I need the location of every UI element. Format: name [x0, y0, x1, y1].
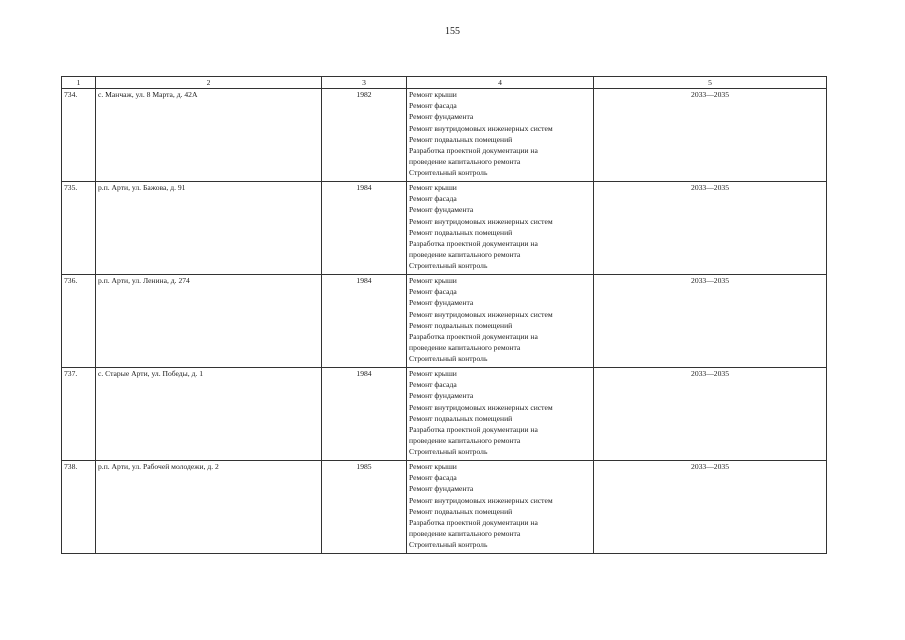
row-number: 738. [62, 461, 96, 554]
works-cell [407, 182, 594, 275]
year-cell: 1985 [322, 461, 407, 554]
work-item: Строительный контроль [409, 261, 488, 271]
work-item: Ремонт фасада [409, 101, 457, 111]
year-cell: 1984 [322, 368, 407, 461]
repair-schedule-table [61, 76, 827, 554]
work-item: Ремонт внутридомовых инженерных систем [409, 123, 553, 133]
work-item: Ремонт фасада [409, 473, 457, 483]
work-item: Ремонт подвальных помещений [409, 227, 513, 237]
work-item: Разработка проектной документации на [409, 331, 538, 341]
work-item: Ремонт внутридомовых инженерных систем [409, 309, 553, 319]
work-item: Ремонт крыши [409, 462, 457, 471]
work-item: Ремонт фасада [409, 194, 457, 204]
period-cell: 2033—2035 [594, 275, 827, 368]
work-item: Разработка проектной документации на [409, 238, 538, 248]
work-item: Ремонт крыши [409, 276, 457, 285]
row-number: 736. [62, 275, 96, 368]
period-cell: 2033—2035 [594, 89, 827, 182]
work-item: Ремонт фундамента [409, 484, 474, 494]
table-body [62, 89, 827, 554]
row-number: 734. [62, 89, 96, 182]
works-cell [407, 89, 594, 182]
work-item: проведение капитального ремонта [409, 436, 521, 446]
table-row [62, 182, 827, 275]
header-cell: 2 [96, 77, 322, 89]
work-item: Ремонт фундамента [409, 391, 474, 401]
address-cell: р.п. Арти, ул. Ленина, д. 274 [96, 275, 322, 368]
work-item: проведение капитального ремонта [409, 250, 521, 260]
work-item: Строительный контроль [409, 447, 488, 457]
work-item: Строительный контроль [409, 354, 488, 364]
work-item: Ремонт фасада [409, 380, 457, 390]
work-item: Ремонт подвальных помещений [409, 320, 513, 330]
row-number: 735. [62, 182, 96, 275]
works-cell [407, 275, 594, 368]
work-item: Ремонт фасада [409, 287, 457, 297]
work-item: Ремонт крыши [409, 183, 457, 192]
table-row [62, 461, 827, 554]
address-cell: р.п. Арти, ул. Рабочей молодежи, д. 2 [96, 461, 322, 554]
work-item: Разработка проектной документации на [409, 517, 538, 527]
work-item: Разработка проектной документации на [409, 145, 538, 155]
year-cell: 1984 [322, 182, 407, 275]
header-cell: 4 [407, 77, 594, 89]
work-item: Ремонт крыши [409, 90, 457, 99]
work-item: проведение капитального ремонта [409, 157, 521, 167]
table-header-row [62, 77, 827, 89]
table-row [62, 89, 827, 182]
period-cell: 2033—2035 [594, 461, 827, 554]
work-item: Ремонт фундамента [409, 298, 474, 308]
work-item: Ремонт внутридомовых инженерных систем [409, 495, 553, 505]
header-cell: 1 [62, 77, 96, 89]
work-item: Ремонт подвальных помещений [409, 134, 513, 144]
work-item: Ремонт внутридомовых инженерных систем [409, 216, 553, 226]
year-cell: 1982 [322, 89, 407, 182]
work-item: Строительный контроль [409, 540, 488, 550]
work-item: проведение капитального ремонта [409, 343, 521, 353]
period-cell: 2033—2035 [594, 368, 827, 461]
period-cell: 2033—2035 [594, 182, 827, 275]
works-cell [407, 368, 594, 461]
address-cell: с. Манчаж, ул. 8 Марта, д. 42А [96, 89, 322, 182]
work-item: Ремонт фундамента [409, 112, 474, 122]
table-row [62, 368, 827, 461]
row-number: 737. [62, 368, 96, 461]
address-cell: с. Старые Арти, ул. Победы, д. 1 [96, 368, 322, 461]
work-item: проведение капитального ремонта [409, 529, 521, 539]
address-cell: р.п. Арти, ул. Бажова, д. 91 [96, 182, 322, 275]
work-item: Ремонт фундамента [409, 205, 474, 215]
page-number: 155 [445, 26, 460, 37]
header-cell: 3 [322, 77, 407, 89]
header-cell: 5 [594, 77, 827, 89]
work-item: Ремонт крыши [409, 369, 457, 378]
work-item: Строительный контроль [409, 168, 488, 178]
work-item: Ремонт внутридомовых инженерных систем [409, 402, 553, 412]
work-item: Ремонт подвальных помещений [409, 506, 513, 516]
work-item: Ремонт подвальных помещений [409, 413, 513, 423]
works-cell [407, 461, 594, 554]
table-row [62, 275, 827, 368]
work-item: Разработка проектной документации на [409, 424, 538, 434]
year-cell: 1984 [322, 275, 407, 368]
